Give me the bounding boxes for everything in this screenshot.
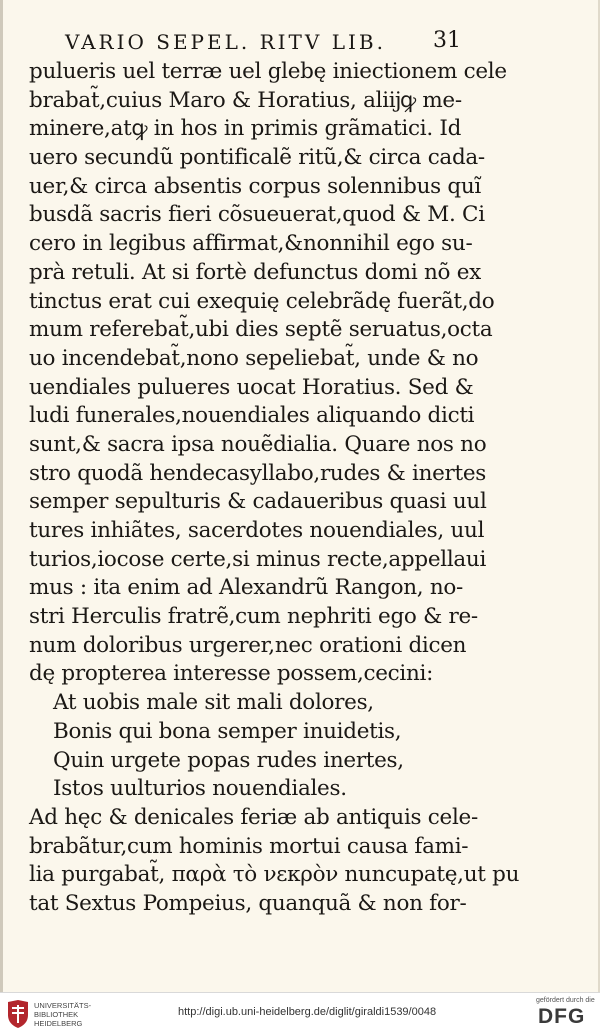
running-head: VARIO SEPEL. RITV LIB.	[65, 30, 386, 54]
text-line: uer,& circa absentis corpus solennibus quĩ	[29, 173, 482, 199]
text-line: num doloribus urgerer,nec orationi dicen	[29, 632, 467, 658]
library-name-line: HEIDELBERG	[34, 1019, 83, 1028]
text-line: uendiales pulueres uocat Horatius. Sed &	[29, 374, 474, 400]
verse-line: Quin urgete popas rudes inertes,	[53, 747, 404, 773]
library-name	[34, 1001, 104, 1028]
university-seal-icon	[6, 999, 30, 1029]
page-number: 31	[433, 28, 461, 53]
text-line: stro quodã hendecasyllabo,rudes & inertes	[29, 460, 487, 486]
text-line: busdã sacris fieri cõsueuerat,quod & M. Ci	[29, 202, 485, 228]
text-line: tures inhiãtes, sacerdotes nouendiales, uul	[29, 518, 485, 543]
text-line: ludi funerales,nouendiales aliquando dicti	[29, 403, 475, 429]
text-line: mus : ita enim ad Alexandrũ Rangon, no-	[29, 575, 463, 601]
text-line: dę propterea interesse possem,cecini:	[29, 661, 434, 687]
text-line: Ad hęc & denicales feriæ ab antiquis cele-	[29, 804, 478, 830]
viewer-footer	[0, 992, 600, 1035]
text-line: turios,iocose certe,si minus recte,appellaui	[29, 546, 487, 572]
text-line: mum referebat̃,ubi dies septẽ seruatus,octa	[29, 317, 493, 343]
text-line: uo incendebat̃,nono sepeliebat̃, unde & no	[29, 345, 479, 371]
text-line: prà retuli. At si fortè defunctus domi nõ ex	[29, 259, 481, 285]
text-line: tinctus erat cui exequię celebrãdę fuerãt,do	[29, 288, 495, 314]
text-line: tat Sextus Pompeius, quanquã & non for-	[29, 890, 467, 916]
library-name-line: UNIVERSITÄTS-	[34, 1001, 92, 1010]
funded-by-label: gefördert durch die	[536, 997, 595, 1004]
verse-line: Bonis qui bona semper inuidetis,	[53, 718, 402, 744]
text-line: lia purgabat̃, παρὰ τὸ νεκρὸν nuncupatę,ut pu	[29, 862, 520, 888]
permalink[interactable]: http://digi.ub.uni-heidelberg.de/diglit/giraldi1539/0048	[178, 1006, 437, 1018]
library-name-line: BIBLIOTHEK	[34, 1010, 79, 1019]
body-text	[29, 58, 520, 919]
text-line: minere,atꝙ in hos in primis grãmatici. Id	[29, 116, 462, 142]
text-line: cero in legibus affirmat,&nonnihil ego su-	[29, 231, 473, 257]
verse-line: Istos uulturios nouendiales.	[53, 776, 347, 802]
text-line: brabat̃,cuius Maro & Horatius, aliĳꝙ me-	[29, 87, 462, 113]
text-line: pulueris uel terræ uel glebę iniectionem cele	[29, 59, 507, 84]
text-line: brabãtur,cum hominis mortui causa fami-	[29, 833, 469, 859]
verse-line: At uobis male sit mali dolores,	[53, 690, 374, 716]
text-line: sunt,& sacra ipsa nouẽdialia. Quare nos no	[29, 431, 487, 457]
text-line: stri Herculis fratrẽ,cum nephriti ego & re-	[29, 604, 478, 630]
dfg-logo: DFG	[538, 1005, 586, 1028]
text-line: semper sepulturis & cadaueribus quasi uul	[29, 489, 487, 515]
text-line: uero secundũ pontificalẽ ritũ,& circa cada-	[29, 145, 485, 171]
